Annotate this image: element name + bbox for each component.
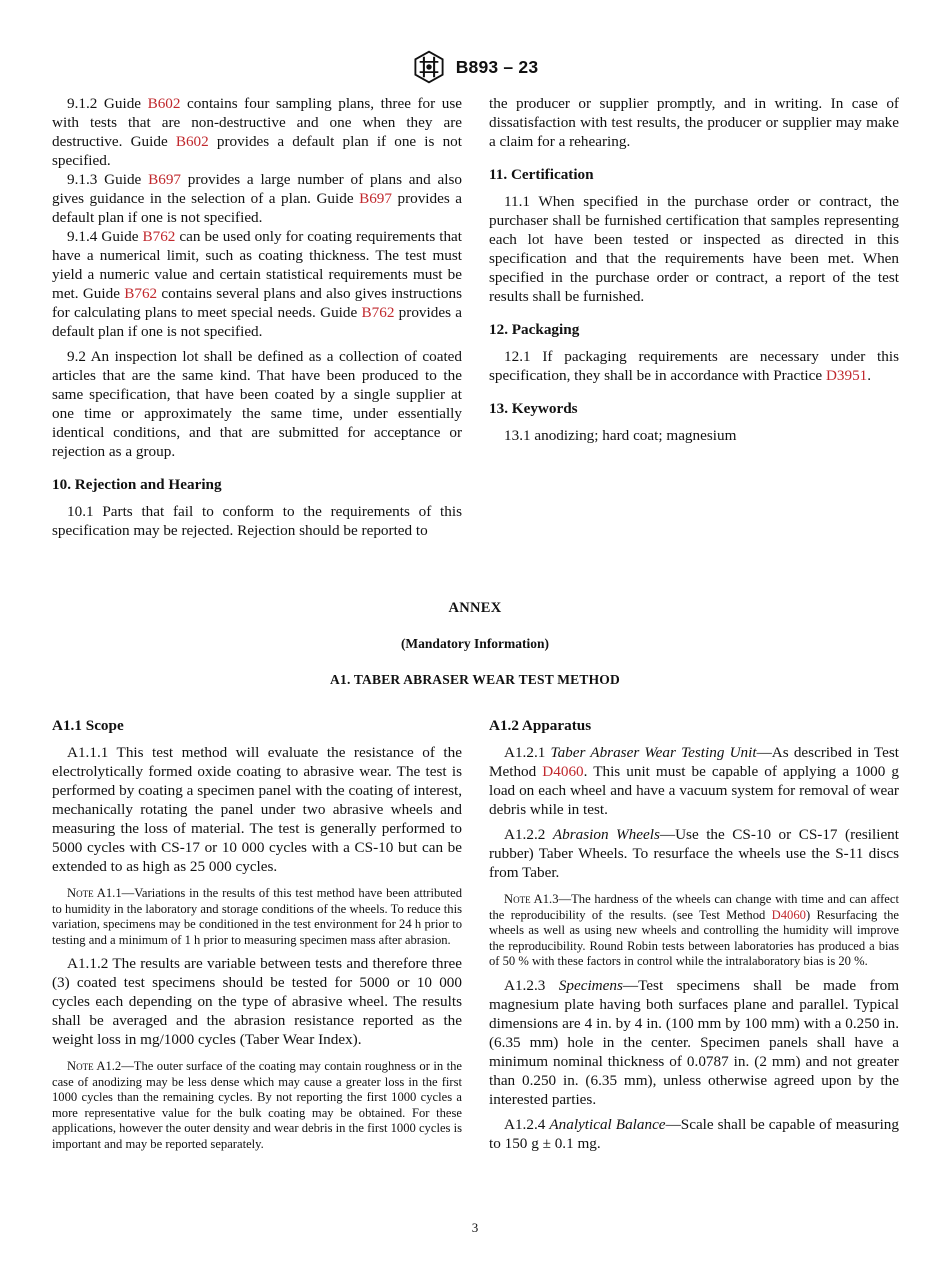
reference-link-b762[interactable]: B762 [124, 285, 158, 302]
section-heading-a1-1: A1.1 Scope [52, 717, 124, 734]
paragraph-13-1: 13.1 anodizing; hard coat; magnesium [504, 427, 737, 444]
astm-logo-icon [412, 50, 446, 84]
reference-link-b762[interactable]: B762 [361, 304, 395, 321]
right-column-lower [489, 716, 899, 1153]
paragraph-12-1: 12.1 If packaging requirements are necessary under this specification, they shall be in accordance with Practice D3951. [489, 348, 899, 384]
paragraph-10-1-continued: the producer or supplier promptly, and in writing. In case of dissatisfaction with test results, the producer or supplier may make a claim for a rehearing. [489, 95, 899, 150]
paragraph-9-1-2: 9.1.2 Guide B602 contains four sampling plans, three for use with tests that are non-destructive and one when they are destructive. Guide B602 provides a default plan if one is not specified. [52, 95, 462, 169]
paragraph-11-1: 11.1 When specified in the purchase order or contract, the purchaser shall be furnished certification that samples representing each lot have been tested or inspected as directed in this specification and that the requirements have been met. When specified in the purchase order or contract, a report of the test results shall be furnished. [489, 193, 899, 305]
reference-link-d3951[interactable]: D3951 [825, 367, 868, 384]
page-header [0, 50, 950, 86]
document-designation: B893 – 23 [455, 56, 539, 77]
reference-link-b697[interactable]: B697 [148, 171, 182, 188]
paragraph-a1-1-1: A1.1.1 This test method will evaluate the resistance of the electrolytically formed oxide coating to abrasive wear. The test is performed by coating a specimen panel with the coating of interest, mechanically rotating the panel under two abrasive wheels and measuring the loss of material. The test is generally performed to 5000 cycles with CS-17 or 10 000 cycles with a CS-10 but can be extended to as high as 25 000 cycles. [52, 744, 462, 875]
section-heading-12: 12. Packaging [489, 321, 580, 338]
note-a1-3: Note A1.3—The hardness of the wheels can change with time and can affect the reproducibility of the results. (see Test Method D4060) Resurfacing the wheels as well as using new wheels and controlling the humidity will improve the reproducibility. Round Robin tests between laboratories has produced a bias of 50 % with these factors in control while the intralaboratory bias is 20 %. [489, 892, 899, 968]
section-heading-10: 10. Rejection and Hearing [52, 476, 222, 493]
annex-a1-title: A1. TABER ABRASER WEAR TEST METHOD [330, 672, 620, 687]
right-column-upper [489, 94, 899, 445]
reference-link-b762[interactable]: B762 [142, 228, 176, 245]
paragraph-10-1: 10.1 Parts that fail to conform to the requirements of this specification may be rejected. Rejection should be reported to [52, 503, 462, 539]
paragraph-a1-1-2: A1.1.2 The results are variable between tests and therefore three (3) coated test specimens should be tested for 5000 or 10 000 cycles each depending on the type of abrasive wheel. The results shall be averaged and the abrasion resistance reported as the weight loss in mg/1000 cycles (Taber Wear Index). [52, 955, 462, 1048]
left-column-lower [52, 716, 462, 1158]
paragraph-a1-2-4: A1.2.4 Analytical Balance—Scale shall be capable of measuring to 150 g ± 0.1 mg. [489, 1115, 899, 1152]
section-heading-a1-2: A1.2 Apparatus [489, 717, 592, 734]
left-column-upper [52, 94, 462, 540]
annex-title: ANNEX [448, 600, 502, 616]
annex-mandatory-label: (Mandatory Information) [400, 636, 550, 651]
section-heading-11: 11. Certification [489, 166, 594, 183]
paragraph-a1-2-2: A1.2.2 Abrasion Wheels—Use the CS-10 or CS-17 (resilient rubber) Taber Wheels. To resurface the wheels use the S-11 discs from Taber. [489, 826, 899, 881]
reference-link-b602[interactable]: B602 [175, 133, 209, 150]
reference-link-b602[interactable]: B602 [147, 95, 181, 112]
reference-link-d4060[interactable]: D4060 [542, 763, 584, 780]
paragraph-9-1-3: 9.1.3 Guide B697 provides a large number of plans and also gives guidance in the selection of a plan. Guide B697 provides a default plan if one is not specified. [52, 171, 463, 226]
reference-link-d4060[interactable]: D4060 [771, 907, 806, 922]
reference-link-b697[interactable]: B697 [359, 190, 392, 207]
note-a1-2: Note A1.2—The outer surface of the coating may contain roughness or in the case of anodizing may be less dense which may cause a greater loss in the first 1000 cycles than the remaining cycles. By not reporting the first 1000 cycles a more representative value for the bulk coating may be obtained. For these applications, however the outer density and wear debris in the first 1000 cycles is important and may be reported separately. [52, 1059, 462, 1151]
paragraph-9-2: 9.2 An inspection lot shall be defined as a collection of coated articles that are the same kind. That have been produced to the same specification, that have been coated by a single supplier at one time or approximately the same time, under essentially identical conditions, and that are submitted for acceptance or rejection as a group. [52, 348, 462, 460]
note-a1-1: Note A1.1—Variations in the results of this test method have been attributed to humidity in the laboratory and storage conditions of the wheels. To reduce this variation, specimens may be conditioned in the test environment for 24 h prior to testing and a minimum of 1 h prior to measuring specimen mass after abrasion. [52, 886, 462, 947]
section-heading-13: 13. Keywords [489, 400, 578, 417]
paragraph-9-1-4: 9.1.4 Guide B762 can be used only for coating requirements that have a numerical limit, such as coating thickness. The test must yield a numeric value and certain statistical requirements must be met. Guide B762 contains several plans and also gives instructions for calculating plans to meet special needs. Guide B762 provides a default plan if one is not specified. [52, 228, 462, 340]
paragraph-a1-2-3: A1.2.3 Specimens—Test specimens shall be made from magnesium plate having both surfaces plane and parallel. Typical dimensions are 4 in. by 4 in. (100 mm by 100 mm) with a 0.250 in. (6.35 mm) hole in the center. Specimen panels shall have a minimum nominal thickness of 0.0787 in. (2 mm) and not greater than 0.250 in. (6.35 mm), unless otherwise agreed upon by the interested parties. [489, 976, 900, 1108]
page-number: 3 [471, 1220, 479, 1235]
paragraph-a1-2-1: A1.2.1 Taber Abraser Wear Testing Unit—As described in Test Method D4060. This unit must be capable of applying a 1000 g load on each wheel and have a vacuum system for removal of wear debris while in test. [489, 744, 899, 818]
